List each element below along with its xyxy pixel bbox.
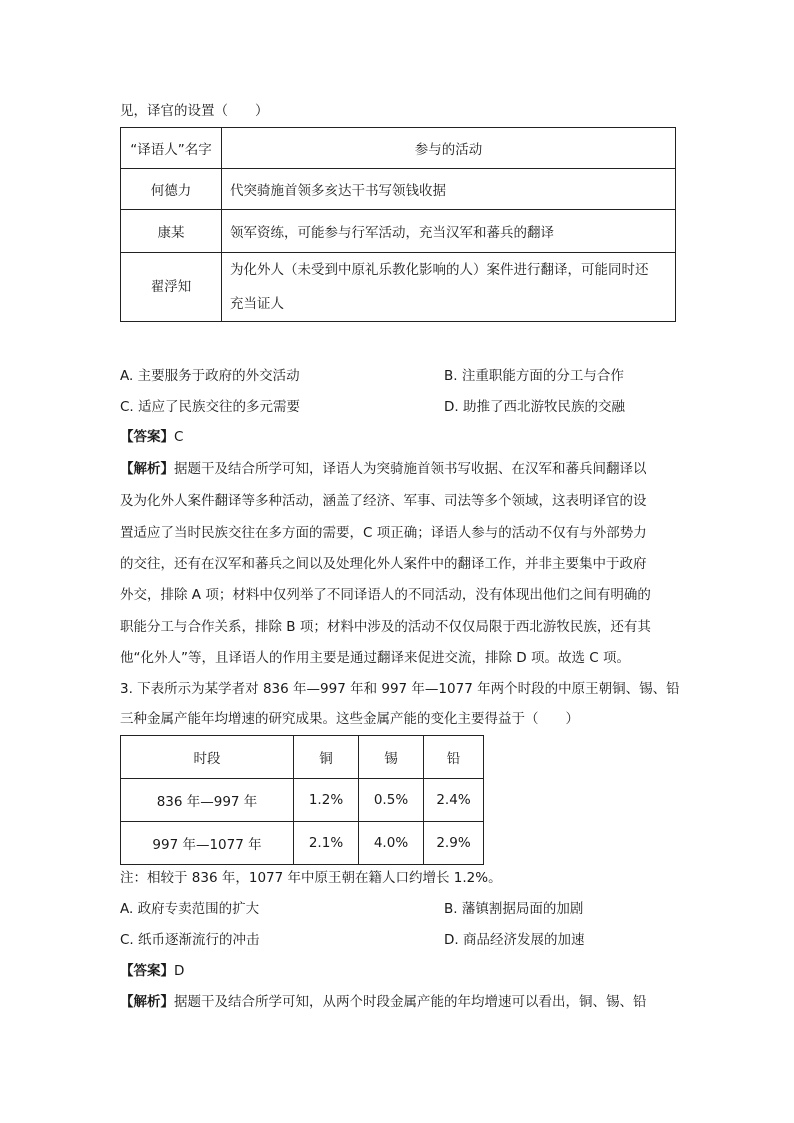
table-header-row: [121, 736, 484, 779]
header-activity: 参与的活动: [222, 128, 676, 169]
cell-activity: [222, 253, 676, 322]
cell-name: 何德力: [121, 169, 222, 210]
option-c: C. 适应了民族交往的多元需要: [120, 399, 301, 415]
table-row: [121, 822, 484, 865]
header-tin: 锡: [359, 736, 424, 779]
header-name: “译语人”名字: [121, 128, 222, 169]
answer-value: C: [174, 429, 184, 445]
analysis-line: 及为化外人案件翻译等多种活动，涵盖了经济、军事、司法等多个领域，这表明译官的设: [120, 493, 647, 509]
cell-activity-line: 充当证人: [230, 296, 284, 312]
analysis-label: 【解析】: [120, 994, 174, 1010]
cell-activity-line: 为化外人（未受到中原礼乐教化影响的人）案件进行翻译，可能同时还: [230, 262, 649, 278]
analysis-line: 的交往，还有在汉军和蕃兵之间以及处理化外人案件中的翻译工作，并非主要集中于政府: [120, 556, 647, 572]
cell-tin: 4.0%: [359, 822, 424, 865]
option-a: A. 主要服务于政府的外交活动: [120, 368, 300, 384]
analysis-line: 置适应了当时民族交往在多方面的需要，C 项正确；译语人参与的活动不仅有与外部势力: [120, 525, 647, 541]
analysis-line: 职能分工与合作关系，排除 B 项；材料中涉及的活动不仅仅局限于西北游牧民族，还有其: [120, 619, 651, 635]
cell-period: 836 年—997 年: [121, 779, 294, 822]
table-row: [121, 253, 676, 322]
cell-copper: 2.1%: [294, 822, 359, 865]
analysis-text: 据题干及结合所学可知，译语人为突骑施首领书写收据、在汉军和蕃兵间翻译以: [174, 461, 647, 477]
question-3-stem: 3. 下表所示为某学者对 836 年—997 年和 997 年—1077 年两个时段的中原王朝铜、锡、铅: [120, 681, 680, 697]
translator-table: [120, 127, 676, 322]
option-b: B. 藩镇割据局面的加剧: [444, 901, 584, 917]
header-lead: 铅: [424, 736, 484, 779]
option-c: C. 纸币逐渐流行的冲击: [120, 932, 260, 948]
option-a: A. 政府专卖范围的扩大: [120, 901, 260, 917]
cell-copper: 1.2%: [294, 779, 359, 822]
answer-value: D: [174, 963, 185, 979]
answer-line: [120, 961, 184, 981]
analysis-line: [120, 992, 647, 1012]
cell-name: 康某: [121, 210, 222, 253]
answer-label: 【答案】: [120, 963, 174, 979]
header-period: 时段: [121, 736, 294, 779]
table-row: [121, 779, 484, 822]
cell-lead: 2.9%: [424, 822, 484, 865]
option-b: B. 注重职能方面的分工与合作: [444, 368, 624, 384]
analysis-line: 外交，排除 A 项；材料中仅列举了不同译语人的不同活动，没有体现出他们之间有明确的: [120, 587, 651, 603]
table-header-row: [121, 128, 676, 169]
cell-period: 997 年—1077 年: [121, 822, 294, 865]
metal-capacity-table: [120, 735, 484, 865]
analysis-text: 据题干及结合所学可知，从两个时段金属产能的年均增速可以看出，铜、锡、铅: [174, 994, 647, 1010]
table-note: 注：相较于 836 年，1077 年中原王朝在籍人口约增长 1.2%。: [120, 870, 502, 886]
question-2-stem-tail: 见，译官的设置（ ）: [120, 103, 269, 119]
question-3-stem: 三种金属产能年均增速的研究成果。这些金属产能的变化主要得益于（ ）: [120, 711, 579, 727]
analysis-line: 他“化外人”等，且译语人的作用主要是通过翻译来促进交流，排除 D 项。故选 C 项。: [120, 650, 630, 666]
header-copper: 铜: [294, 736, 359, 779]
cell-activity: 代突骑施首领多亥达干书写领钱收据: [222, 169, 676, 210]
answer-label: 【答案】: [120, 429, 174, 445]
option-d: D. 助推了西北游牧民族的交融: [444, 399, 625, 415]
cell-lead: 2.4%: [424, 779, 484, 822]
option-d: D. 商品经济发展的加速: [444, 932, 585, 948]
answer-line: [120, 427, 183, 447]
table-row: [121, 169, 676, 210]
cell-tin: 0.5%: [359, 779, 424, 822]
analysis-label: 【解析】: [120, 461, 174, 477]
cell-activity: 领军资练，可能参与行军活动，充当汉军和蕃兵的翻译: [222, 210, 676, 253]
cell-name: 翟浮知: [121, 253, 222, 322]
analysis-line: [120, 459, 647, 479]
table-row: [121, 210, 676, 253]
